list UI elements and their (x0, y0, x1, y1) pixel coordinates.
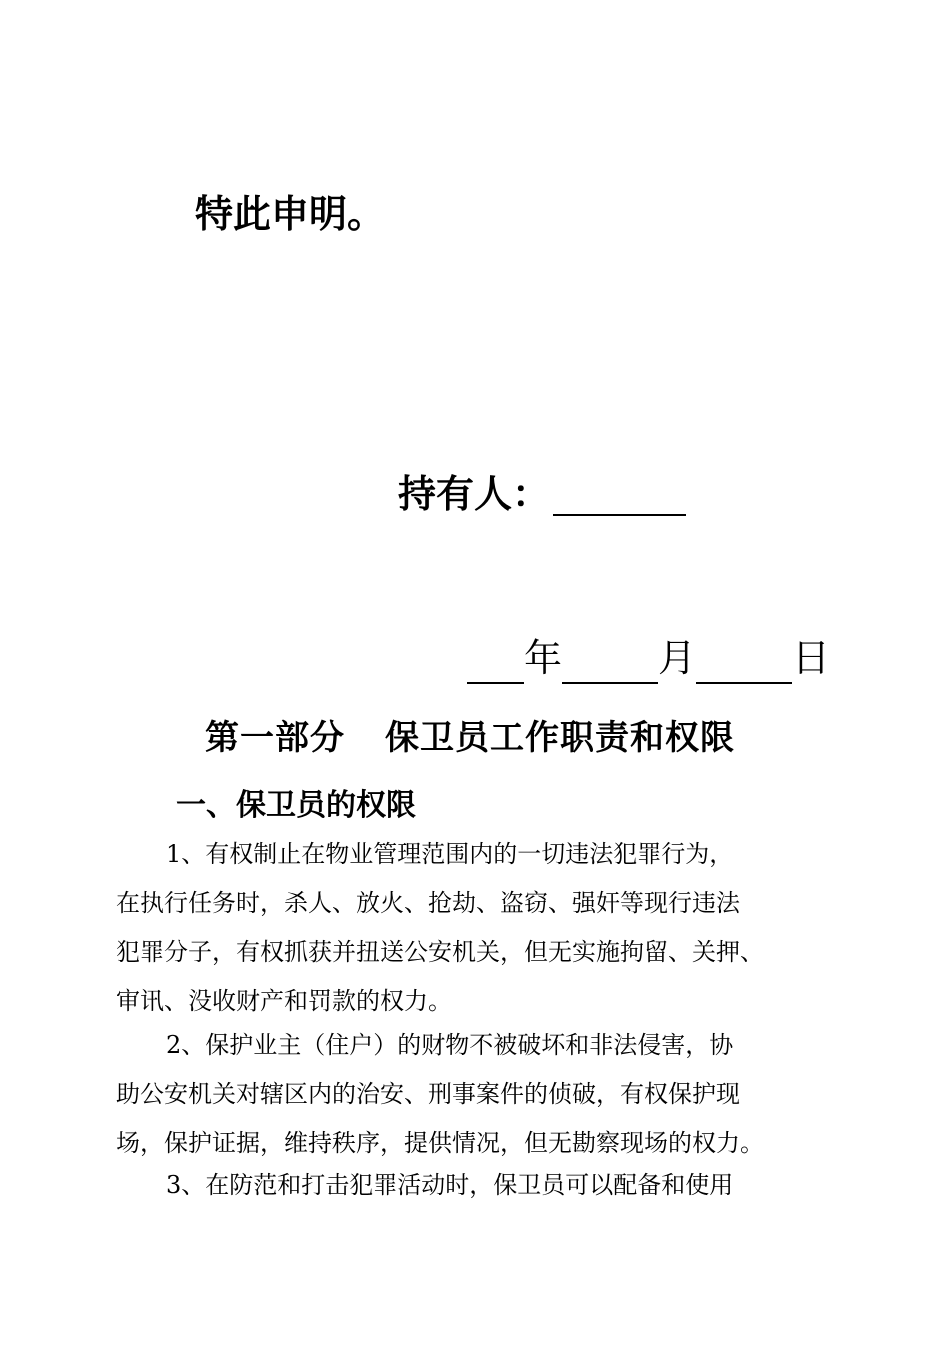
statement-text: 特此申明。 (195, 191, 386, 236)
holder-signature-blank (553, 514, 686, 516)
day-blank (696, 638, 792, 684)
day-label: 日 (792, 636, 831, 680)
paragraph-line: 场，保护证据，维持秩序，提供情况，但无勘察现场的权力。 (116, 1129, 764, 1157)
paragraph-3 (116, 1161, 856, 1210)
part-heading (205, 714, 735, 762)
holder-label: 持有人： (398, 471, 551, 516)
part-title-text: 保卫员工作职责和权限 (385, 718, 735, 758)
month-blank (562, 638, 658, 684)
date-line (467, 632, 830, 684)
month-label: 月 (658, 636, 697, 680)
year-label: 年 (524, 636, 563, 680)
paragraph-line: 在执行任务时，杀人、放火、抢劫、盗窃、强奸等现行违法 (116, 889, 740, 917)
paragraph-line: 2、保护业主（住户）的财物不被破坏和非法侵害，协 (166, 1031, 734, 1059)
section-heading: 一、保卫员的权限 (176, 788, 416, 823)
paragraph-line: 审讯、没收财产和罚款的权力。 (116, 987, 452, 1015)
paragraph-2 (116, 1021, 856, 1168)
part-number: 第一部分 (205, 718, 345, 758)
paragraph-line: 3、在防范和打击犯罪活动时，保卫员可以配备和使用 (166, 1171, 734, 1199)
paragraph-line: 犯罪分子，有权抓获并扭送公安机关，但无实施拘留、关押、 (116, 938, 764, 966)
paragraph-1 (116, 830, 856, 1026)
paragraph-line: 助公安机关对辖区内的治安、刑事案件的侦破，有权保护现 (116, 1080, 740, 1108)
paragraph-line: 1、有权制止在物业管理范围内的一切违法犯罪行为， (166, 840, 734, 868)
year-blank (467, 638, 524, 684)
